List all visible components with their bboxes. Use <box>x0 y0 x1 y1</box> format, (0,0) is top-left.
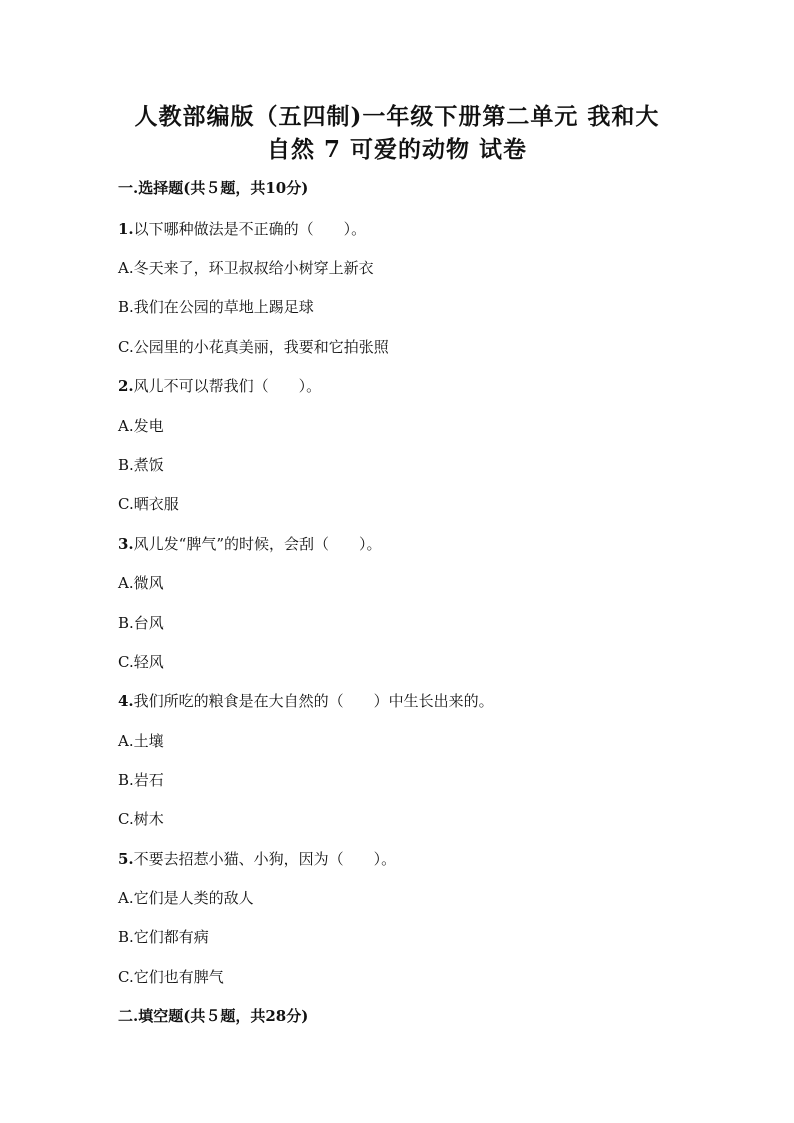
question-text: 以下哪种做法是不正确的（ ）。 <box>133 220 367 238</box>
question-1-option-b: B.我们在公园的草地上踢足球 <box>118 298 314 316</box>
question-1-option-a: A.冬天来了，环卫叔叔给小树穿上新衣 <box>118 259 374 277</box>
question-3-option-b: B.台风 <box>118 614 164 632</box>
question-2-option-b: B.煮饭 <box>118 456 164 474</box>
question-5-option-b: B.它们都有病 <box>118 928 209 946</box>
section-heading-choice: 一.选择题(共５题，共10分) <box>118 179 309 197</box>
question-1 <box>118 218 366 239</box>
question-number: 4. <box>118 692 134 710</box>
question-1-option-c: C.公园里的小花真美丽，我要和它拍张照 <box>118 338 389 356</box>
question-text: 风儿不可以帮我们（ ）。 <box>133 377 322 395</box>
question-3-option-a: A.微风 <box>118 574 164 592</box>
question-5 <box>118 848 396 869</box>
question-2 <box>118 375 321 396</box>
question-4-option-b: B.岩石 <box>118 771 164 789</box>
question-2-option-c: C.晒衣服 <box>118 495 179 513</box>
section-heading-fill-in: 二.填空题(共５题，共28分) <box>118 1007 309 1025</box>
question-number: 2. <box>118 377 134 395</box>
question-text: 我们所吃的粮食是在大自然的（ ）中生长出来的。 <box>133 692 494 710</box>
question-text: 风儿发“脾气”的时候，会刮（ ）。 <box>133 535 382 553</box>
question-4 <box>118 690 494 711</box>
question-3 <box>118 533 382 554</box>
document-title-line-1: 人教部编版（五四制)一年级下册第二单元 我和大 <box>134 103 660 130</box>
question-number: 1. <box>118 220 134 238</box>
question-5-option-c: C.它们也有脾气 <box>118 968 224 986</box>
question-4-option-a: A.土壤 <box>118 732 164 750</box>
question-number: 3. <box>118 535 134 553</box>
question-5-option-a: A.它们是人类的敌人 <box>118 889 254 907</box>
question-text: 不要去招惹小猫、小狗，因为（ ）。 <box>133 850 397 868</box>
question-4-option-c: C.树木 <box>118 810 164 828</box>
question-2-option-a: A.发电 <box>118 417 164 435</box>
question-3-option-c: C.轻风 <box>118 653 164 671</box>
question-number: 5. <box>118 850 134 868</box>
document-title-line-2: 自然 7 可爱的动物 试卷 <box>266 136 528 163</box>
